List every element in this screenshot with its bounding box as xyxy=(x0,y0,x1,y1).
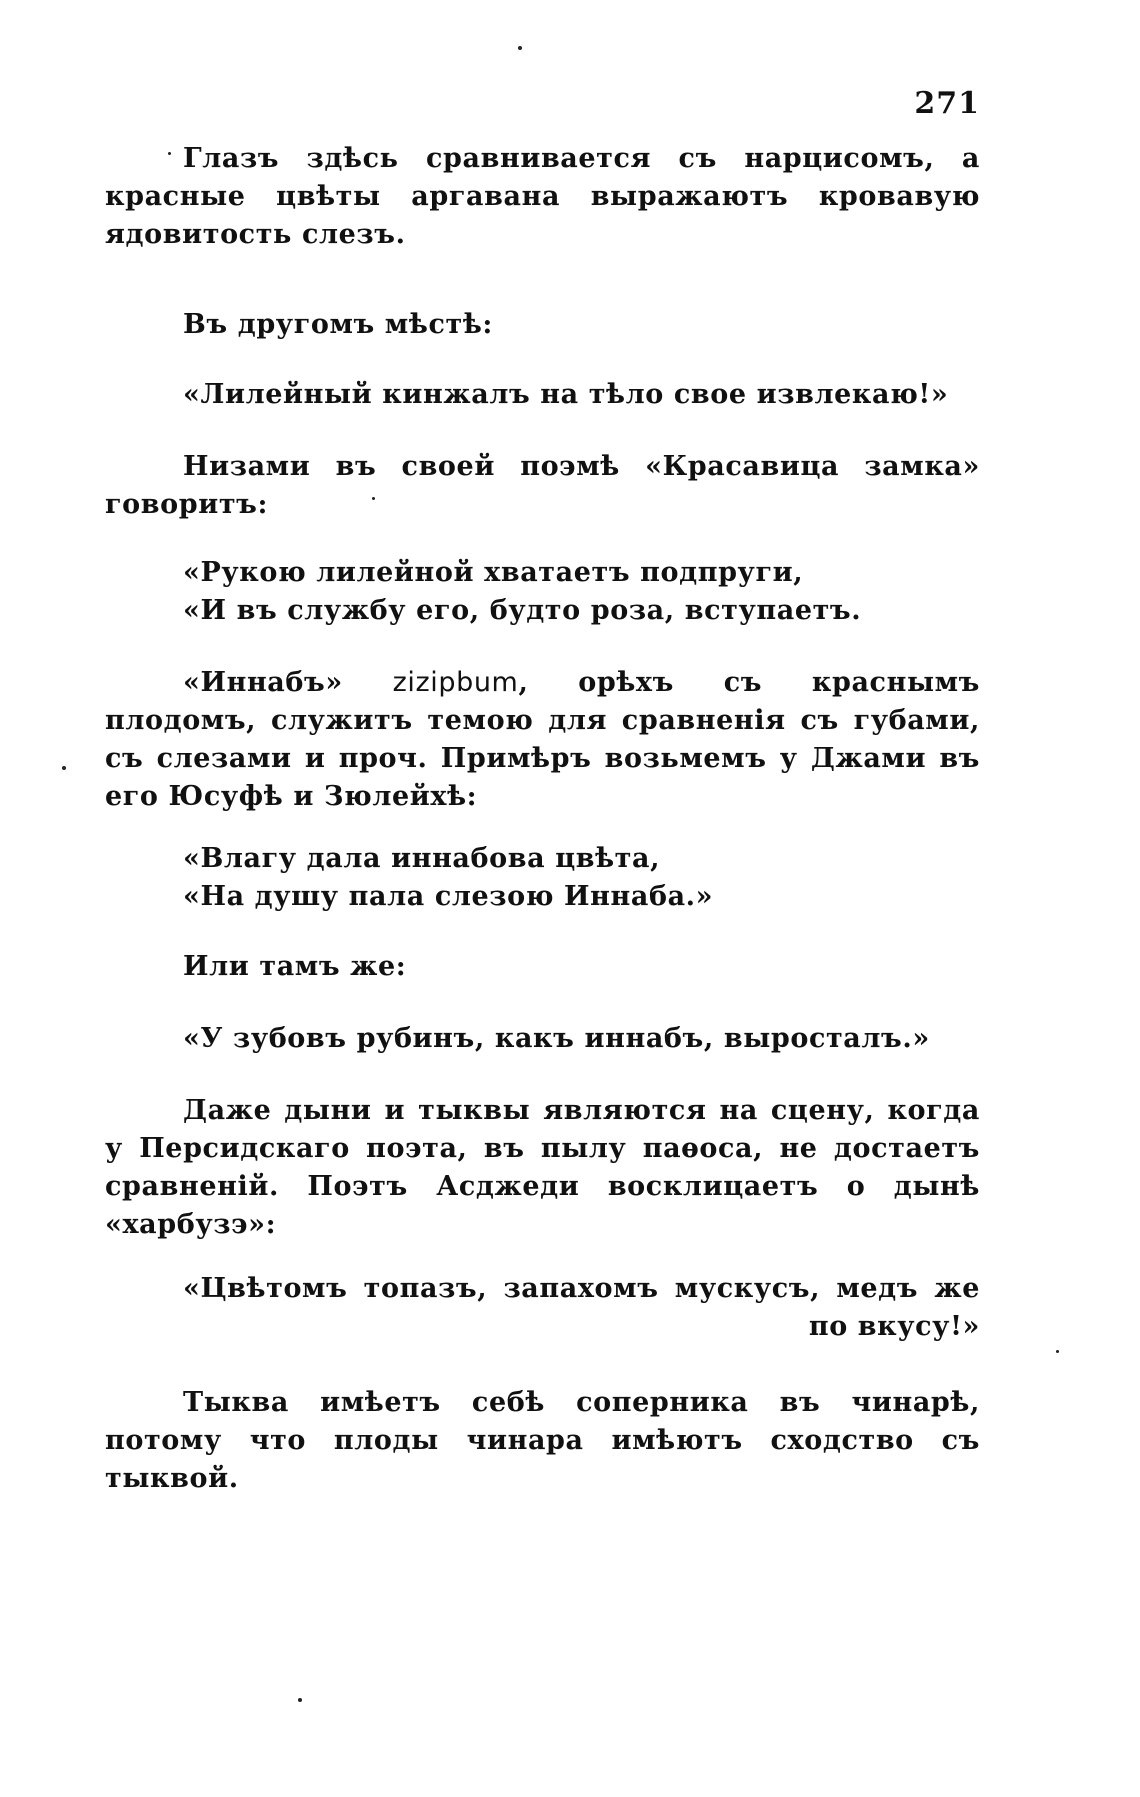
paragraph-innab-rest: , орѣхъ съ краснымъ плодомъ, служитъ темою для сравненія съ губами, съ слезами и проч. Примѣръ возьмемъ у Джами въ его Юсуфѣ и Зюлейхѣ: xyxy=(105,667,980,812)
verse-line: «И въ службу его, будто роза, вступаетъ. xyxy=(183,595,862,626)
paragraph-innab xyxy=(105,664,980,816)
paragraph-another-place: Въ другомъ мѣстѣ: xyxy=(183,309,493,340)
page-number: 271 xyxy=(914,86,980,121)
verse-line: «На душу пала слезою Иннаба.» xyxy=(183,881,714,912)
verse-topaz xyxy=(183,1270,980,1346)
scan-speck xyxy=(62,766,66,770)
scan-speck xyxy=(518,46,522,50)
scan-speck xyxy=(168,152,171,155)
verse-ruby-teeth xyxy=(183,1020,980,1058)
verse-line: «Влагу дала иннабова цвѣта, xyxy=(183,843,661,874)
scan-speck xyxy=(1056,1350,1059,1353)
paragraph-nizami: Низами въ своей поэмѣ «Красавица замка» говоритъ: xyxy=(105,451,980,520)
paragraph-innab-start: «Иннабъ» xyxy=(183,667,393,698)
verse-jami xyxy=(183,840,980,916)
verse-line: «Лилейный кинжалъ на тѣло свое извлекаю!» xyxy=(183,379,949,410)
verse-line: «Рукою лилейной хватаетъ подпруги, xyxy=(183,557,804,588)
verse-lily-dagger xyxy=(183,376,980,414)
verse-line: «У зубовъ рубинъ, какъ иннабъ, выросталъ.» xyxy=(183,1023,930,1054)
paragraph-melons: Даже дыни и тыквы являются на сцену, когда у Персидскаго поэта, въ пылу паѳоса, не достаетъ сравненій. Поэтъ Асджеди восклицаетъ о дынѣ «харбузэ»: xyxy=(105,1095,980,1240)
paragraph-or-there: Или тамъ же: xyxy=(183,951,407,982)
scan-speck xyxy=(298,1698,302,1702)
verse-lily-hand xyxy=(183,554,980,630)
paragraph-eye-narcissus: Глазъ здѣсь сравниваетcя съ нарцисомъ, а красные цвѣты аргавана выражаютъ кровавую ядовитость слезъ. xyxy=(105,143,980,250)
latin-term: zizipbum xyxy=(392,667,519,698)
scan-speck xyxy=(372,497,375,500)
verse-line: по вкусу!» xyxy=(808,1311,980,1342)
paragraph-pumpkin: Тыква имѣетъ себѣ соперника въ чинарѣ, потому что плоды чинара имѣютъ сходство съ тыквой. xyxy=(105,1387,980,1494)
verse-line: «Цвѣтомъ топазъ, запахомъ мускусъ, медъ же xyxy=(183,1273,980,1304)
